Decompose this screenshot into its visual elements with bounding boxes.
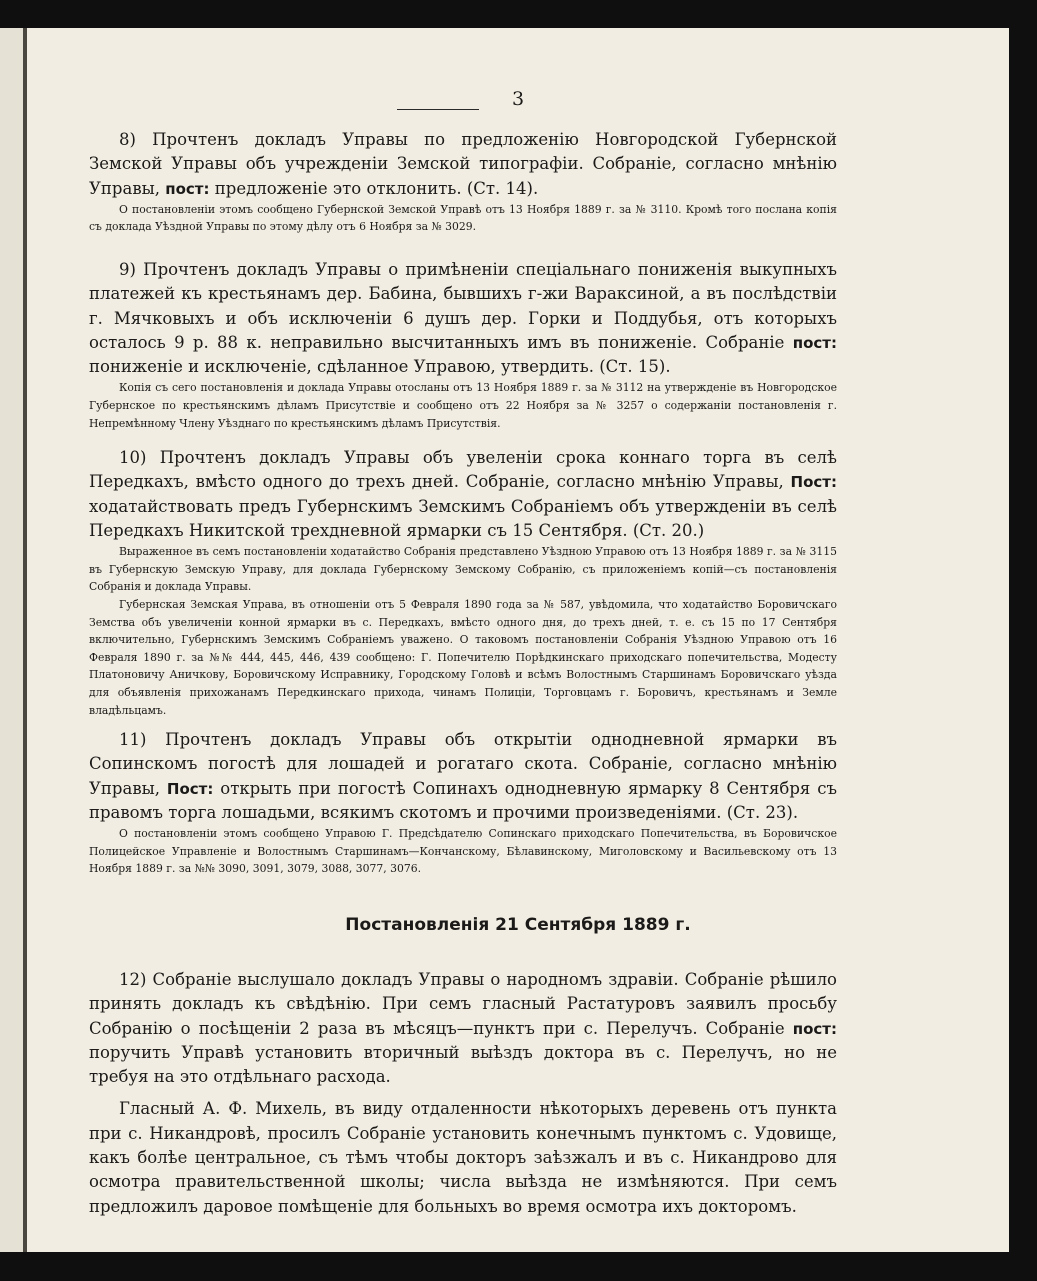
resolution-text-part: ходатайствовать предъ Губернскимъ Земскимъ Собраніемъ объ утвержденіи въ селѣ Передкахъ Никитской трехдневной ярмарки съ 15 Сентября. (Ст. 20.): [89, 496, 837, 540]
resolution-paragraph: Гласный А. Ф. Михель, въ виду отдаленности нѣкоторыхъ деревень отъ пункта при с. Никандровѣ, просилъ Собраніе установить конечнымъ пунктомъ с. Удовище, какъ болѣе центральное, съ тѣмъ чтобы докторъ заѣзжалъ и въ с. Никандрово для осмотра правительственной школы; числа выѣзда не измѣняются. При семъ предложилъ даровое помѣщеніе для больныхъ во время осмотра ихъ докторомъ.: [89, 1099, 837, 1216]
resolution-keyword: Пост:: [790, 473, 837, 492]
resolution-note: О постановленіи этомъ сообщено Губернской Земской Управѣ отъ 13 Ноября 1889 г. за № 3110. Кромѣ того послана копія съ доклада Уѣздной Управы по этому дѣлу отъ 6 Ноября за № 3029.: [89, 202, 837, 234]
resolution-keyword: пост:: [165, 179, 210, 198]
resolution-text: [89, 968, 837, 1089]
resolution-text-part: поручить Управѣ установить вторичный выѣздъ доктора въ с. Перелучъ, но не требуя на это отдѣльнаго расхода.: [89, 1042, 837, 1087]
resolution-note: Губернская Земская Управа, въ отношеніи отъ 5 Февраля 1890 года за № 587, увѣдомила, что ходатайство Боровичскаго Земства объ увеличеніи конной ярмарки въ с. Передкахъ, вмѣсто одного дня, до трехъ дней, т. е. съ 15 по 17 Сентября включительно, Губернскимъ Земскимъ Собраніемъ уважено. О таковомъ постановленіи Собранія Уѣздною Управою отъ 16 Февраля 1890 г. за №№ 444, 445, 446, 439 сообщено: Г. Попечителю Порѣдкинскаго приходскаго попечительства, Модесту Платоновичу Аничкову, Боровичскому Исправнику, Городскому Головѣ и всѣмъ Волостнымъ Старшинамъ Боровичскаго уѣзда для объявленія прихожанамъ Передкинскаго прихода, чинамъ Полиціи, Торговцамъ г. Боровичъ, крестьянамъ и Земле владѣльцамъ.: [89, 597, 837, 717]
resolution-text-part: 11) Прочтенъ докладъ Управы объ открытіи однодневной ярмарки въ Сопинскомъ погостѣ для лошадей и рогатаго скота. Собраніе, согласно мнѣнію Управы,: [89, 730, 837, 798]
resolution-text: [89, 728, 837, 825]
resolution-note: О постановленіи этомъ сообщено Управою Г. Предсѣдателю Сопинскаго приходскаго Попечительства, въ Боровичское Полицейское Управленіе и Волостнымъ Старшинамъ—Кончанскому, Бѣлавинскому, Миголовскому и Васильевскому отъ 13 Ноября 1889 г. за №№ 3090, 3091, 3079, 3088, 3077, 3076.: [89, 827, 837, 876]
document-page: [27, 28, 1009, 1252]
section-heading: Постановленія 21 Сентября 1889 г.: [345, 915, 691, 935]
resolution-keyword: пост:: [792, 1019, 837, 1038]
resolution-text-part: пониженіе и исключеніе, сдѣланное Управою, утвердить. (Ст. 15).: [89, 357, 671, 377]
resolution-text-part: открыть при погостѣ Сопинахъ однодневную ярмарку 8 Сентября съ правомъ торга лошадьми, всякимъ скотомъ и прочими произведеніями. (Ст. 23).: [89, 778, 837, 822]
resolution-text-part: 8) Прочтенъ докладъ Управы по предложенію Новгородской Губернской Земской Управы объ учрежденіи Земской типографіи. Собраніе, согласно мнѣнію Управы,: [89, 130, 837, 198]
resolution-item-12: [89, 968, 837, 1219]
resolution-text-part: 9) Прочтенъ докладъ Управы о примѣненіи спеціальнаго пониженія выкупныхъ платежей къ крестьянамъ дер. Бабина, бывшихъ г-жи Вараксиной, а въ послѣдствіи г. Мячковыхъ и объ исключеніи 6 душъ дер. Горки и Поддубья, отъ которыхъ осталось 9 р. 88 к. неправильно высчитанныхъ имъ въ пониженіе. Собраніе: [89, 260, 837, 352]
resolution-text: [89, 446, 837, 543]
resolution-item-10: [89, 446, 837, 719]
resolution-keyword: пост:: [792, 333, 837, 352]
resolution-item-9: [89, 258, 837, 432]
left-page-edge: [0, 28, 23, 1252]
resolution-note: Копія съ сего постановленія и доклада Управы отосланы отъ 13 Ноября 1889 г. за № 3112 на утвержденіе въ Новгородское Губернское по крестьянскимъ дѣламъ Присутствіе и сообщено отъ 22 Ноября за № 3257 о содержаніи постановленія г. Непремѣнному Члену Уѣзднаго по крестьянскимъ дѣламъ Присутствія.: [89, 381, 837, 430]
resolution-text-part: предложеніе это отклонить. (Ст. 14).: [214, 178, 539, 198]
page-number: 3: [511, 88, 525, 110]
resolution-item-11: [89, 728, 837, 878]
resolution-item-8: [89, 128, 837, 236]
resolution-keyword: Пост:: [166, 779, 214, 798]
resolution-text: [89, 128, 837, 201]
resolution-text: [89, 258, 837, 379]
resolution-text-part: 10) Прочтенъ докладъ Управы объ увеленіи срока коннаго торга въ селѣ Передкахъ, вмѣсто одного до трехъ дней. Собраніе, согласно мнѣнію Управы,: [89, 448, 837, 492]
page-number-rule: [397, 109, 479, 110]
resolution-text-part: 12) Собраніе выслушало докладъ Управы о народномъ здравіи. Собраніе рѣшило принять докладъ къ свѣдѣнію. При семъ гласный Растатуровъ заявилъ просьбу Собранію о посѣщеніи 2 раза въ мѣсяцъ—пунктъ при с. Перелучъ. Собраніе: [89, 970, 837, 1038]
resolution-note: Выраженное въ семъ постановленіи ходатайство Собранія представлено Уѣздною Управою отъ 13 Ноября 1889 г. за № 3115 въ Губернскую Земскую Управу, для доклада Губернскому Земскому Собранію, съ приложеніемъ копій—съ постановленія Собранія и доклада Управы.: [89, 545, 837, 594]
